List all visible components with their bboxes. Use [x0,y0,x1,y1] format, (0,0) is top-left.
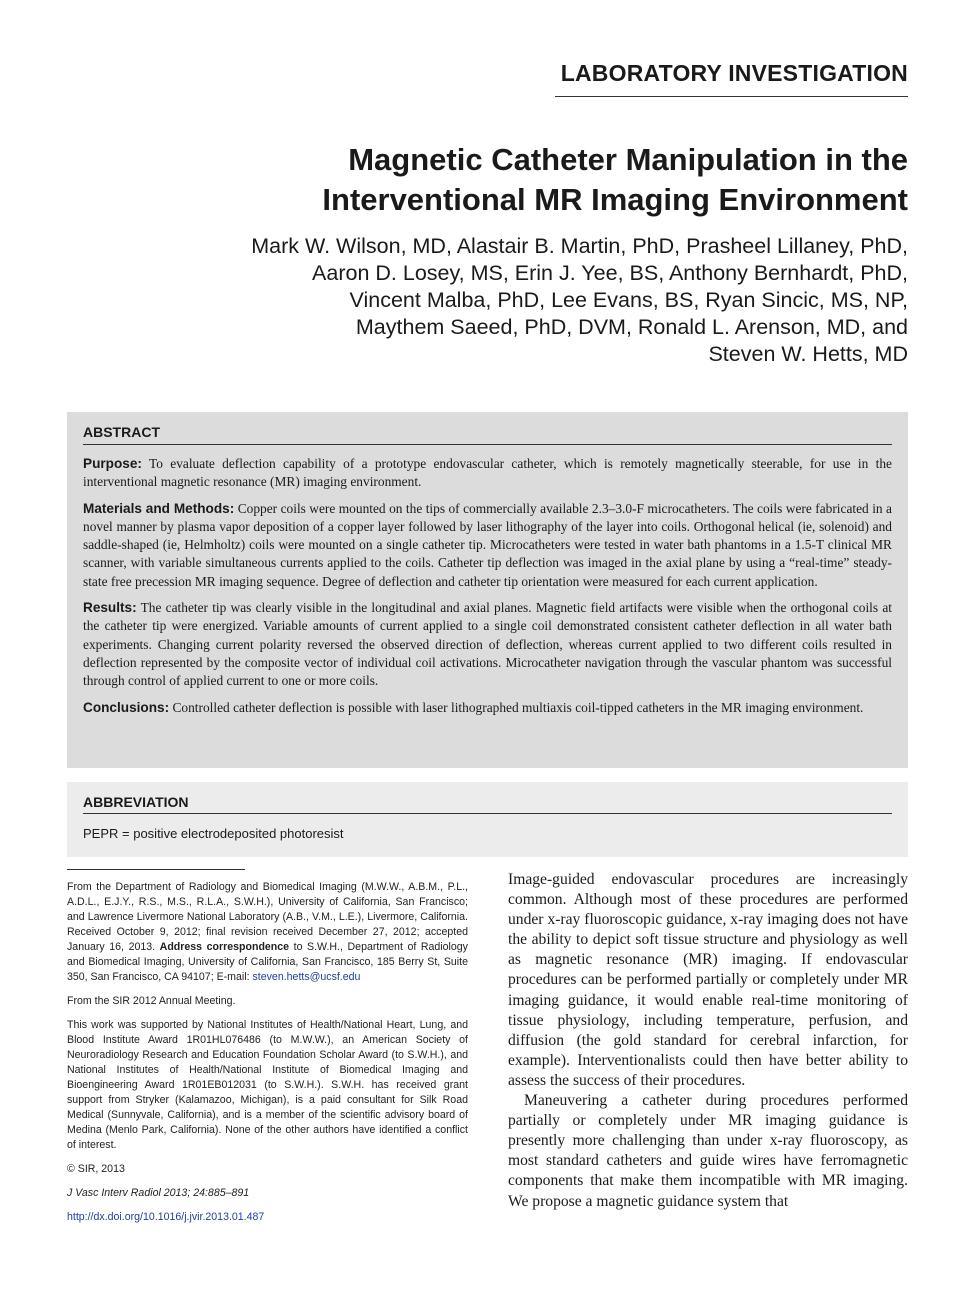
abbreviation-heading: ABBREVIATION [83,794,189,810]
author-line: Mark W. Wilson, MD, Alastair B. Martin, PhD, Prasheel Lillaney, PhD, [251,234,908,258]
abstract-body [83,455,892,725]
section-label: LABORATORY INVESTIGATION [560,60,908,86]
author-line: Aaron D. Losey, MS, Erin J. Yee, BS, Anthony Bernhardt, PhD, [312,261,908,285]
author-line: Vincent Malba, PhD, Lee Evans, BS, Ryan Sincic, MS, NP, [349,288,908,312]
author-line: Maythem Saeed, PhD, DVM, Ronald L. Arenson, MD, and [355,315,908,339]
footnote-divider [67,869,245,870]
purpose-label: Purpose: [83,456,142,471]
results-label: Results: [83,600,137,616]
body-paragraph: Image-guided endovascular procedures are increasingly common. Although most of these procedures are performed under x-ray fluoroscopic guidance, x-ray imaging does not have the ability to depict soft tissue structure and physiology as well as magnetic resonance (MR) imaging. If endovascular procedures can be performed partially or completely under MR imaging guidance, it would enable real-time monitoring of tissue physiology, including temperature, perfusion, and diffusion (the gold standard for cerebral infarction, for example). Interventionalists could then have better ability to assess the success of their procedures. [508,871,908,1089]
results-text: The catheter tip was clearly visible in the longitudinal and axial planes. Magnetic field artifacts were visible when the orthogonal coils at the catheter tip were energized. Variable amounts of current applied to a single coil demonstrated consistent catheter deflection in all water bath experiments. Changing current polarity reversed the observed direction of deflection, whereas current applied to two different coils resulted in deflection represented by the composite vector of individual coil activations. Microcatheter navigation through the vascular phantom was successful through control of applied current to one or more coils. [83,600,892,689]
title-line: Interventional MR Imaging Environment [322,182,908,217]
abbreviation-divider [83,813,892,814]
author-line: Steven W. Hetts, MD [708,342,908,366]
footnotes [67,880,468,1234]
body-column [508,870,908,1212]
abbreviation-entry: PEPR = positive electrodeposited photoresist [83,826,344,841]
email-link[interactable]: steven.hetts@ucsf.edu [252,971,361,983]
methods-label: Materials and Methods: [83,500,235,516]
correspondence-label: Address correspondence [159,941,290,953]
funding-note: This work was supported by National Institutes of Health/National Heart, Lung, and Blood Institute Award 1R01HL076486 (to M.W.W.), an American Society of Neuroradiology Research and Education Foundation Scholar Award (to S.W.H.), and National Institutes of Health/National Institute of Biomedical Imaging and Bioengineering Award 1R01EB012031 (to S.W.H.). S.W.H. has received grant support from Stryker (Kalamazoo, Michigan), is a paid consultant for Silk Road Medical (Sunnyvale, California), and is a member of the scientific advisory board of Medina (Menlo Park, California). None of the other authors have identified a conflict of interest. [67,1019,468,1151]
doi-link[interactable]: http://dx.doi.org/10.1016/j.jvir.2013.01.487 [67,1211,265,1223]
correspondence-text: to S.W.H., Department of Radiology and Biomedical Imaging, University of California, San Francisco, 185 Berry St, Suite 350, San Francisco, CA 94107; E-mail: [67,941,468,983]
article-title [150,140,908,220]
section-divider [555,96,908,97]
abstract-heading: ABSTRACT [83,424,160,440]
affiliation-text: From the Department of Radiology and Biomedical Imaging (M.W.W., A.B.M., P.L., A.D.L., E.J.Y., R.S., M.S., R.L.A., S.W.H.), University of California, San Francisco; and Lawrence Livermore National Laboratory (A.B., V.M., L.E.), Livermore, California. Received October 9, 2012; final revision received December 27, 2012; accepted January 16, 2013. [67,881,468,953]
methods-text: Copper coils were mounted on the tips of commercially available 2.3–3.0-F microcatheters. The coils were fabricated in a novel manner by plasma vapor deposition of a copper layer followed by laser lithography of the layer into coils. Orthogonal helical (ie, solenoid) and saddle-shaped (ie, Helmholtz) coils were mounted on a single catheter tip. Microcatheters were tested in water bath phantoms in a 1.5-T clinical MR scanner, with variable simultaneous currents applied to the coils. Catheter tip deflection was imaged in the axial plane by using a “real-time” steady-state free precession MR imaging sequence. Degree of deflection and catheter tip orientation were measured for each current application. [83,500,892,589]
abstract-results [83,599,892,690]
affiliation-note [67,880,468,985]
abstract-divider [83,444,892,445]
abstract-conclusions [83,699,892,717]
citation-note: J Vasc Interv Radiol 2013; 24:885–891 [67,1187,250,1199]
conclusions-text: Controlled catheter deflection is possible with laser lithographed multiaxis coil-tipped catheters in the MR imaging environment. [172,699,864,715]
copyright-note: © SIR, 2013 [67,1163,125,1175]
body-paragraph: Maneuvering a catheter during procedures performed partially or completely under MR imaging guidance is presently more challenging than under x-ray fluoroscopy, as most standard catheters and guide wires have ferromagnetic components that make them incompatible with MR imaging. We propose a magnetic guidance system that [508,1092,908,1210]
purpose-text: To evaluate deflection capability of a prototype endovascular catheter, which is remotely magnetically steerable, for use in the interventional magnetic resonance (MR) imaging environment. [83,456,892,490]
abstract-box [67,412,908,768]
author-list [100,233,908,368]
conclusions-label: Conclusions: [83,699,170,715]
abbreviation-box [67,782,908,857]
abstract-methods [83,500,892,591]
abstract-purpose [83,455,892,492]
title-line: Magnetic Catheter Manipulation in the [348,142,908,177]
meeting-note: From the SIR 2012 Annual Meeting. [67,995,236,1007]
